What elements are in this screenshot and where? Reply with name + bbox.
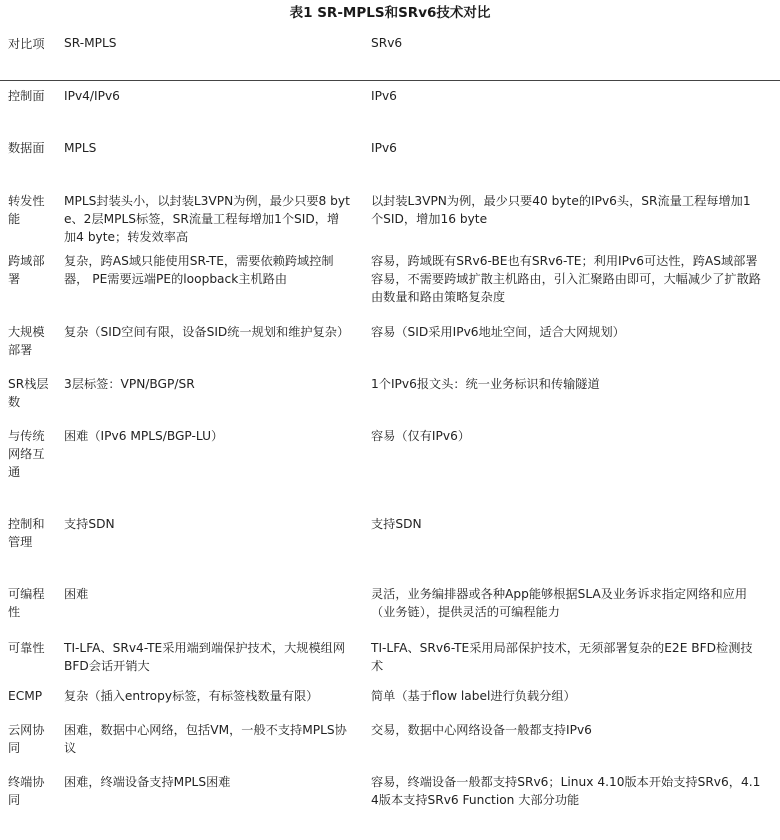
table-row bbox=[0, 633, 780, 681]
row-item: 数据面 bbox=[8, 141, 45, 155]
row-srv6: 1个IPv6报文头：统一业务标识和传输隧道 bbox=[371, 377, 600, 391]
row-sr-mpls: TI-LFA、SRv4-TE采用端到端保护技术，大规模组网BFD会话开销大 bbox=[64, 641, 346, 673]
table-header-row bbox=[0, 26, 780, 80]
row-srv6: 灵活，业务编排器或各种App能够根据SLA及业务诉求指定网络和应用（业务链），提供灵活的可编程能力 bbox=[371, 587, 748, 619]
table-row bbox=[0, 246, 780, 317]
row-sr-mpls: 支持SDN bbox=[64, 517, 115, 531]
row-srv6: 以封装L3VPN为例，最少只要40 byte的IPv6头，SR流量工程每增加1个SID，增加16 byte bbox=[371, 194, 751, 226]
row-item: 云网协同 bbox=[8, 723, 45, 755]
header-srv6: SRv6 bbox=[371, 36, 403, 50]
row-sr-mpls: MPLS bbox=[64, 141, 97, 155]
row-sr-mpls: 困难 bbox=[64, 587, 89, 601]
row-item: 跨域部署 bbox=[8, 254, 45, 286]
row-sr-mpls: 困难，数据中心网络，包括VM，一般不支持MPLS协议 bbox=[64, 723, 347, 755]
table-row bbox=[0, 421, 780, 509]
row-sr-mpls: MPLS封装头小，以封装L3VPN为例，最少只要8 byte、2层MPLS标签，SR流量工程每增加1个SID，增加4 byte；转发效率高 bbox=[64, 194, 350, 244]
table-row bbox=[0, 369, 780, 421]
table-row bbox=[0, 509, 780, 579]
row-srv6: 交易，数据中心网络设备一般都支持IPv6 bbox=[371, 723, 592, 737]
header-item: 对比项 bbox=[8, 37, 45, 51]
table-title: 表1 SR-MPLS和SRv6技术对比 bbox=[289, 5, 491, 21]
row-item: 终端协同 bbox=[8, 775, 45, 807]
row-sr-mpls: 困难（IPv6 MPLS/BGP-LU） bbox=[64, 429, 224, 443]
row-srv6: 支持SDN bbox=[371, 517, 422, 531]
row-srv6: TI-LFA、SRv6-TE采用局部保护技术，无须部署复杂的E2E BFD检测技术 bbox=[371, 641, 753, 673]
row-item: 控制和管理 bbox=[8, 517, 45, 549]
table-row bbox=[0, 186, 780, 246]
row-sr-mpls: IPv4/IPv6 bbox=[64, 89, 120, 103]
row-srv6: 容易，跨域既有SRv6-BE也有SRv6-TE；利用IPv6可达性，跨AS域部署容易，不需要跨域扩散主机路由，引入汇聚路由即可，大幅减少了扩散路由数量和路由策略复杂度 bbox=[371, 254, 761, 304]
row-item: 可编程性 bbox=[8, 587, 45, 619]
row-sr-mpls: 复杂（SID空间有限，设备SID统一规划和维护复杂） bbox=[64, 325, 350, 339]
row-item: ECMP bbox=[8, 689, 43, 703]
row-sr-mpls: 困难，终端设备支持MPLS困难 bbox=[64, 775, 231, 789]
row-item: 大规模部署 bbox=[8, 325, 45, 357]
row-sr-mpls: 3层标签：VPN/BGP/SR bbox=[64, 377, 195, 391]
row-srv6: IPv6 bbox=[371, 89, 397, 103]
row-item: SR栈层数 bbox=[8, 377, 49, 409]
table-row bbox=[0, 317, 780, 369]
row-item: 转发性能 bbox=[8, 194, 45, 226]
table-row bbox=[0, 579, 780, 633]
row-srv6: 容易（SID采用IPv6地址空间，适合大网规划） bbox=[371, 325, 625, 339]
table-row bbox=[0, 81, 780, 133]
row-sr-mpls: 复杂，跨AS域只能使用SR-TE，需要依赖跨域控制器， PE需要远端PE的loopback主机路由 bbox=[64, 254, 334, 286]
table-row bbox=[0, 133, 780, 186]
row-sr-mpls: 复杂（插入entropy标签，有标签栈数量有限） bbox=[64, 689, 319, 703]
row-srv6: 容易（仅有IPv6） bbox=[371, 429, 471, 443]
row-srv6: IPv6 bbox=[371, 141, 397, 155]
comparison-table bbox=[0, 26, 780, 827]
row-item: 控制面 bbox=[8, 89, 45, 103]
table-row bbox=[0, 715, 780, 767]
row-item: 与传统网络互通 bbox=[8, 429, 45, 479]
header-sr-mpls: SR-MPLS bbox=[64, 36, 117, 50]
row-item: 可靠性 bbox=[8, 641, 45, 655]
table-row bbox=[0, 767, 780, 827]
row-srv6: 容易，终端设备一般都支持SRv6；Linux 4.10版本开始支持SRv6，4.14版本支持SRv6 Function 大部分功能 bbox=[371, 775, 761, 807]
table-row bbox=[0, 681, 780, 715]
row-srv6: 简单（基于flow label进行负载分组） bbox=[371, 689, 576, 703]
